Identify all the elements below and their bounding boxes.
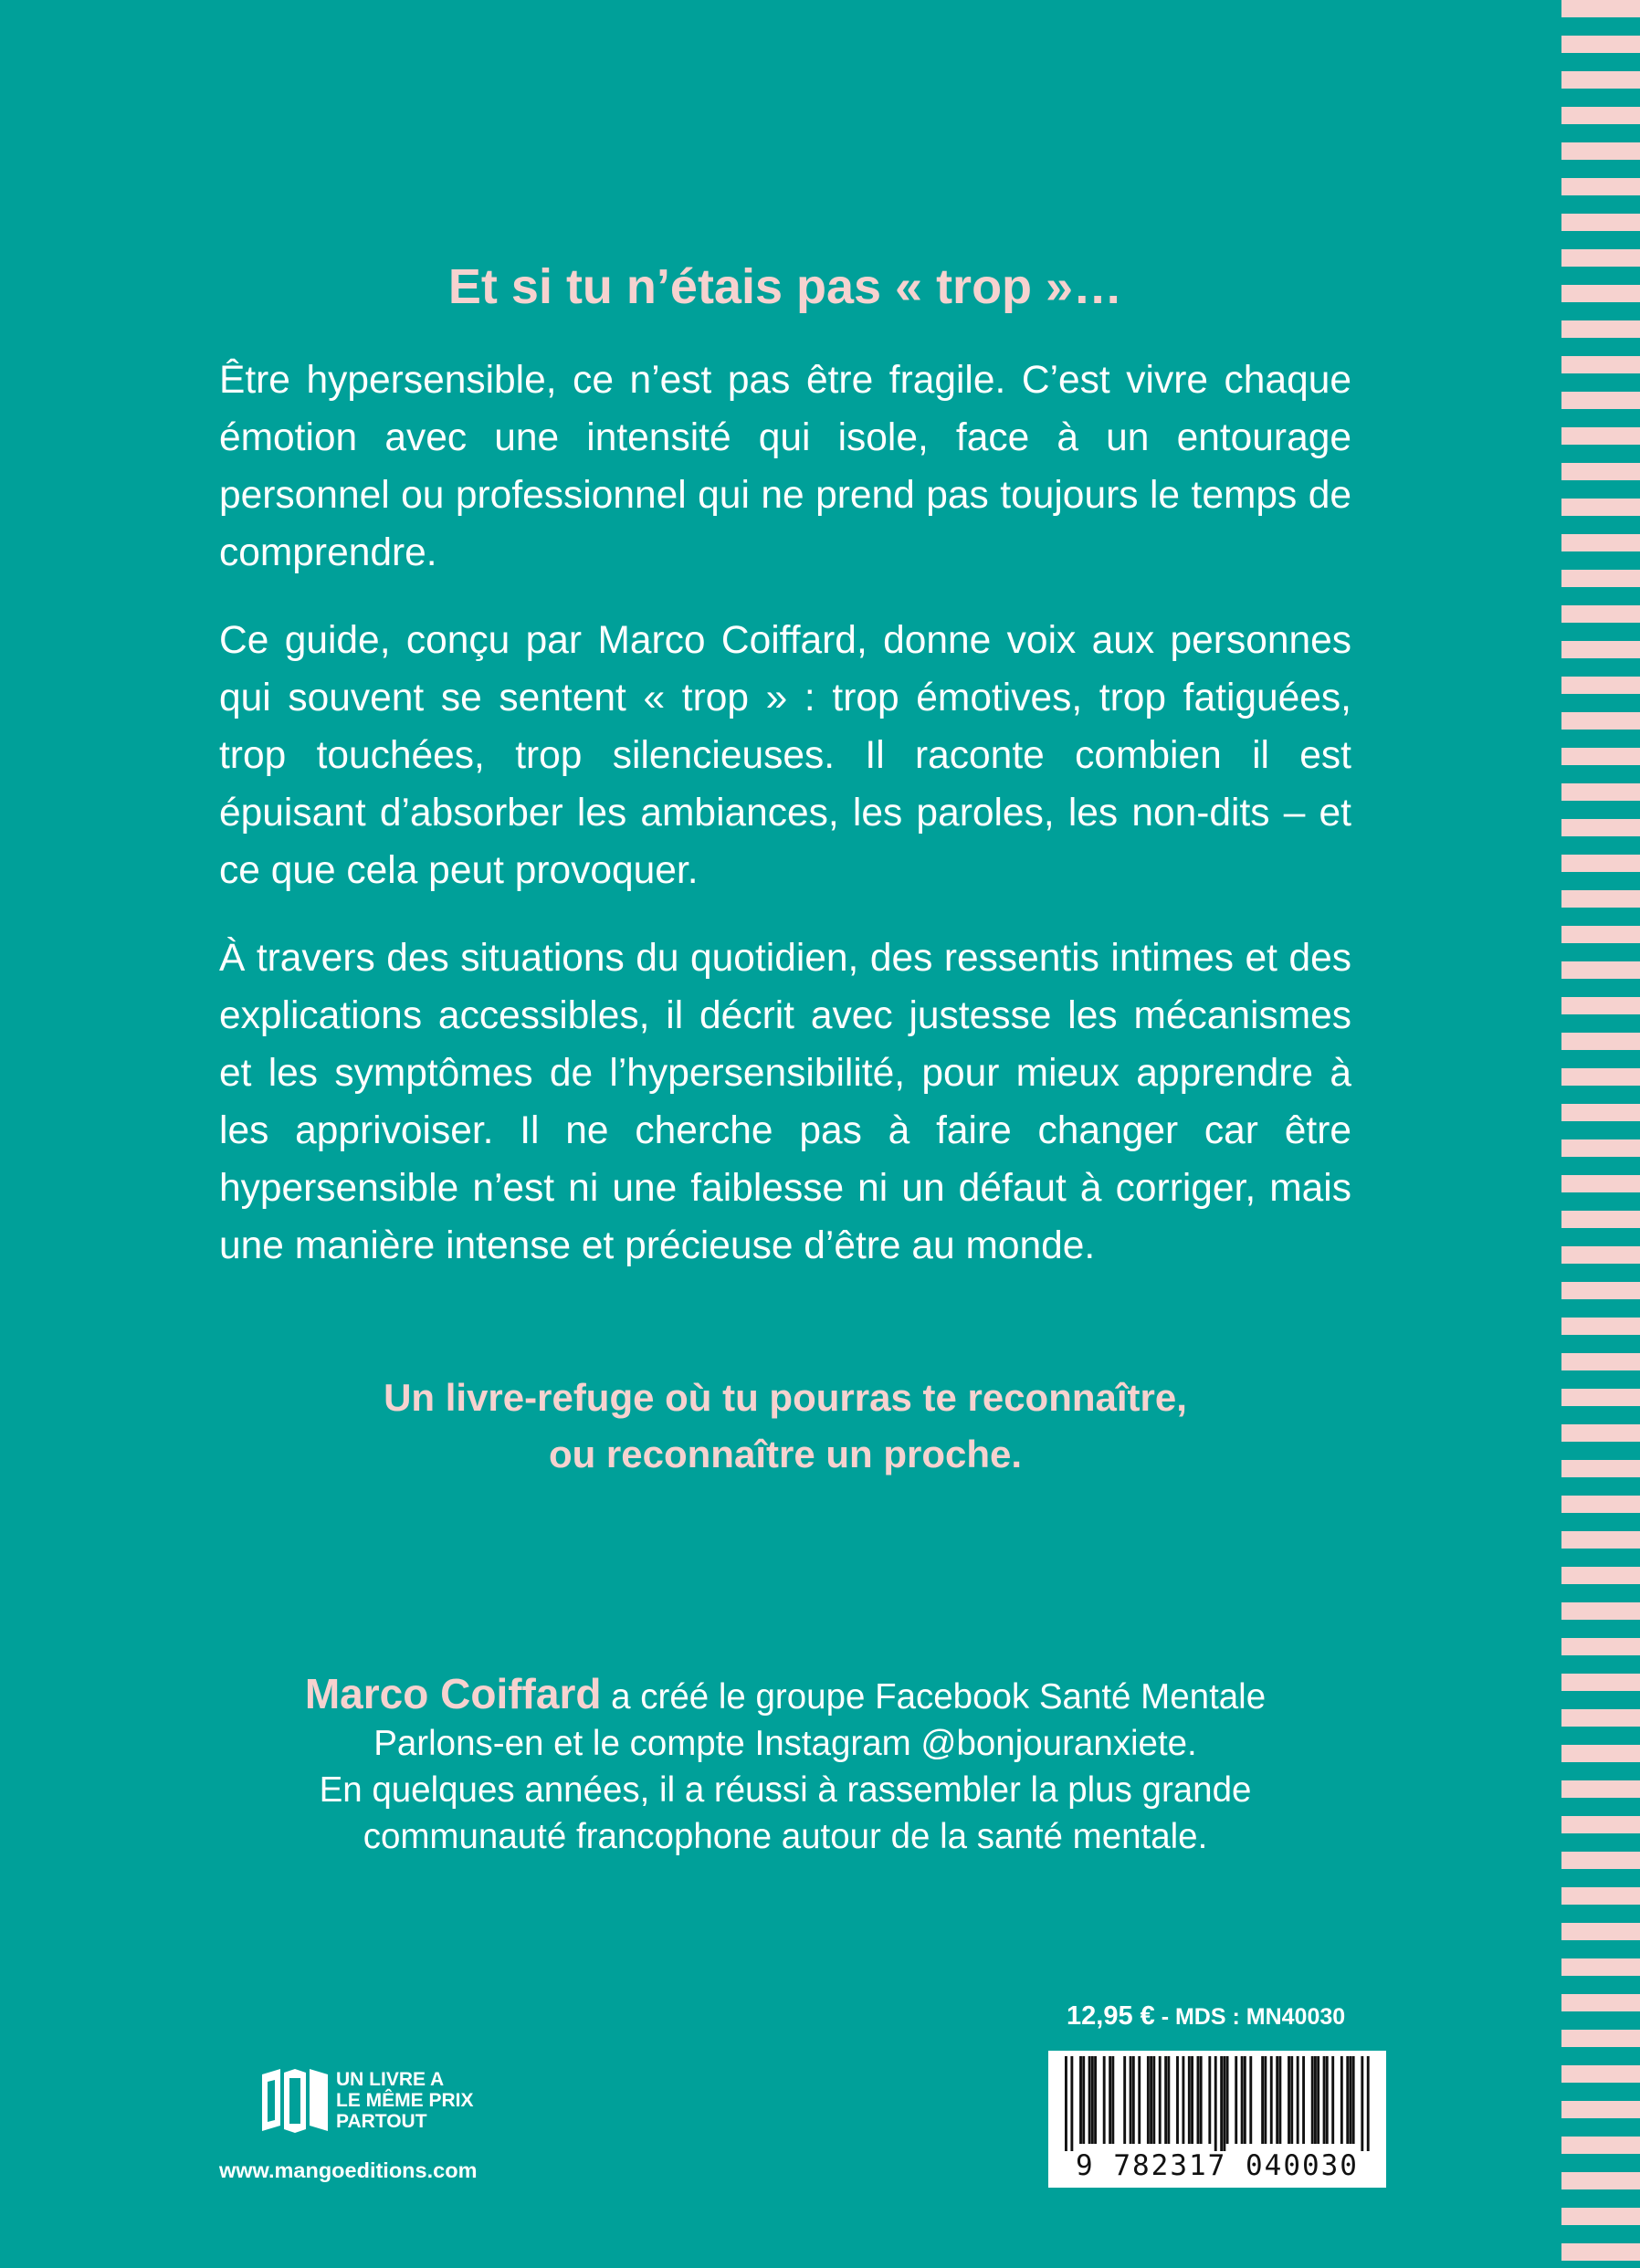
barcode-bar <box>1241 2056 1244 2144</box>
barcode-bar <box>1288 2056 1290 2144</box>
barcode-bar <box>1244 2056 1246 2144</box>
same-price-book-logo-icon <box>258 2065 331 2135</box>
barcode <box>1048 2051 1386 2188</box>
same-price-line-1: UN LIVRE A <box>336 2069 445 2090</box>
barcode-bar <box>1314 2056 1317 2144</box>
barcode-bars <box>1048 2051 1386 2153</box>
barcode-bar <box>1367 2056 1370 2151</box>
blurb-paragraph-3: À travers des situations du quotidien, des ressentis intimes et des explications accessibles, il décrit avec justesse les mécanismes et les symptômes de l’hypersensibilité, pour mieux apprendre à les apprivoiser. Il ne cherche pas à faire changer car être hypersensible n’est ni une faiblesse ni un défaut à corriger, mais une manière intense et précieuse d’être au monde. <box>219 937 1351 1267</box>
barcode-bar <box>1290 2056 1293 2144</box>
barcode-bar <box>1261 2056 1264 2144</box>
barcode-bar <box>1079 2056 1082 2144</box>
price: 12,95 € <box>1067 2001 1155 2031</box>
isbn-number: 9 782317 040030 <box>1076 2149 1359 2182</box>
blurb-paragraph-2: Ce guide, conçu par Marco Coiffard, donne voix aux personnes qui souvent se sentent « trop » : trop émotives, trop fatiguées, trop touchées, trop silencieuses. Il raconte combien il est épuisant d’absorber les ambiances, les paroles, les non-dits – et ce que cela peut provoquer. <box>219 619 1351 892</box>
tagline <box>219 1370 1351 1483</box>
barcode-bar <box>1109 2056 1111 2144</box>
barcode-bar <box>1176 2056 1179 2144</box>
bio-line-2: Parlons-en et le compte Instagram @bonjouranxiete. <box>373 1724 1197 1763</box>
bio-line-1: a créé le groupe Facebook Santé Mentale <box>601 1677 1267 1717</box>
barcode-bar <box>1094 2056 1097 2144</box>
barcode-bar <box>1214 2056 1217 2151</box>
barcode-bar <box>1264 2056 1267 2144</box>
barcode-bar <box>1191 2056 1193 2144</box>
barcode-bar <box>1082 2056 1085 2144</box>
barcode-bar <box>1270 2056 1273 2144</box>
barcode-bar <box>1103 2056 1106 2144</box>
barcode-bar <box>1152 2056 1155 2144</box>
author-name: Marco Coiffard <box>304 1670 602 1717</box>
barcode-bar <box>1111 2056 1114 2144</box>
barcode-bar <box>1352 2056 1355 2144</box>
barcode-bar <box>1159 2056 1162 2144</box>
barcode-bar <box>1276 2056 1278 2144</box>
barcode-bar <box>1302 2056 1305 2144</box>
barcode-bar <box>1123 2056 1126 2144</box>
price-line <box>1067 2001 1368 2032</box>
barcode-bar <box>1138 2056 1141 2144</box>
barcode-bar <box>1361 2056 1363 2151</box>
barcode-bar <box>1323 2056 1326 2144</box>
barcode-bar <box>1132 2056 1135 2144</box>
same-price-text <box>336 2069 474 2132</box>
barcode-bar <box>1340 2056 1343 2144</box>
bio-line-4: communauté francophone autour de la santé mentale. <box>363 1817 1208 1856</box>
tagline-line-2: ou reconnaître un proche. <box>548 1433 1023 1475</box>
barcode-bar <box>1249 2056 1252 2144</box>
same-price-line-3: PARTOUT <box>336 2111 427 2132</box>
barcode-bar <box>1235 2056 1237 2144</box>
barcode-bar <box>1223 2056 1225 2151</box>
same-price-line-2: LE MÊME PRIX <box>336 2090 474 2111</box>
barcode-bar <box>1147 2056 1150 2144</box>
product-code: MDS : MN40030 <box>1174 2004 1346 2030</box>
headline: Et si tu n’étais pas « trop »… <box>447 259 1123 314</box>
barcode-bar <box>1167 2056 1170 2144</box>
barcode-bar <box>1197 2056 1200 2144</box>
barcode-bar <box>1130 2056 1132 2144</box>
barcode-bar <box>1070 2056 1073 2151</box>
barcode-bar <box>1200 2056 1203 2144</box>
barcode-bar <box>1311 2056 1314 2144</box>
blurb-text <box>219 352 1351 1305</box>
barcode-bar <box>1350 2056 1352 2144</box>
publisher-website[interactable]: www.mangoeditions.com <box>219 2158 478 2182</box>
barcode-bar <box>1188 2056 1191 2144</box>
barcode-bar <box>1208 2056 1211 2144</box>
blurb-paragraph-1: Être hypersensible, ce n’est pas être fragile. C’est vivre chaque émotion avec une intensité qui isole, face à un entourage personnel ou professionnel qui ne prend pas toujours le temps de comprendre. <box>219 359 1351 574</box>
tagline-line-1: Un livre-refuge où tu pourras te reconnaître, <box>384 1376 1187 1419</box>
barcode-bar <box>1182 2056 1184 2144</box>
barcode-bar <box>1088 2056 1091 2144</box>
author-bio <box>219 1671 1351 1860</box>
barcode-bar <box>1331 2056 1334 2144</box>
barcode-bar <box>1346 2056 1349 2144</box>
barcode-bar <box>1220 2056 1223 2151</box>
barcode-bar <box>1278 2056 1281 2144</box>
barcode-bar <box>1297 2056 1299 2144</box>
barcode-bar <box>1150 2056 1152 2144</box>
bio-line-3: En quelques années, il a réussi à rassembler la plus grande <box>319 1770 1252 1810</box>
price-separator: - <box>1154 2004 1175 2030</box>
barcode-bar <box>1317 2056 1319 2144</box>
barcode-bar <box>1326 2056 1329 2144</box>
barcode-bar <box>1164 2056 1167 2144</box>
barcode-bar <box>1091 2056 1094 2144</box>
pink-stripe-border <box>1561 0 1640 2268</box>
barcode-bar <box>1065 2056 1067 2151</box>
barcode-bar <box>1226 2056 1229 2144</box>
